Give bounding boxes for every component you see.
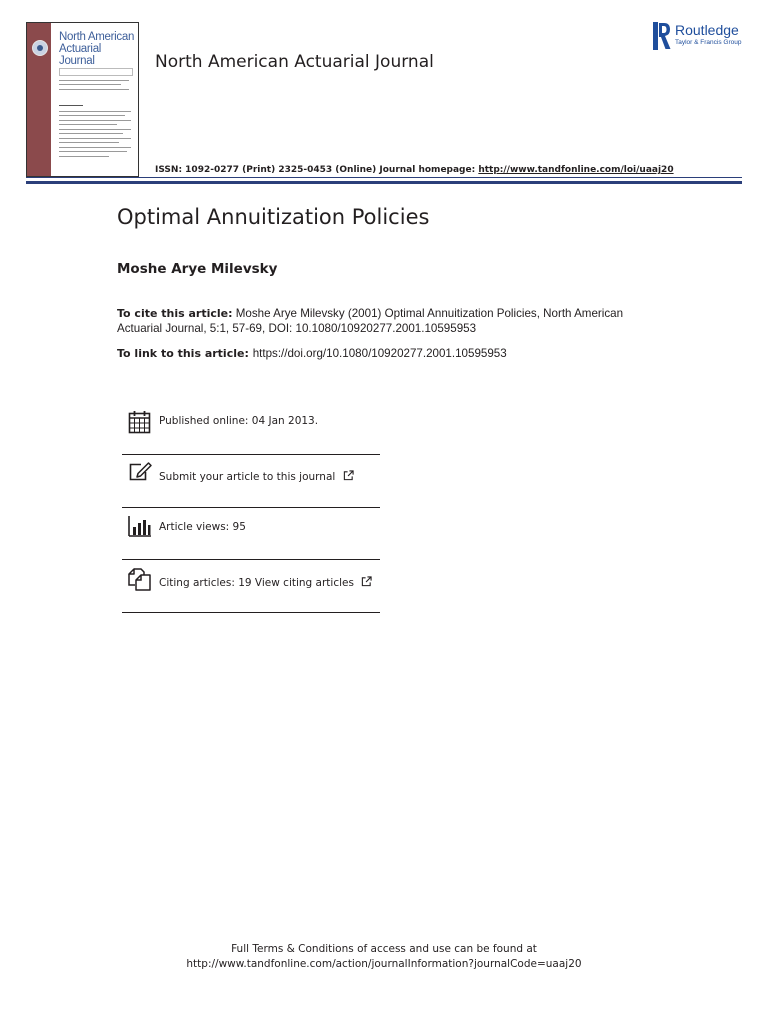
article-link-line	[117, 347, 507, 360]
views-row	[122, 511, 380, 560]
cover-text-line	[59, 138, 131, 139]
published-row-divider	[122, 406, 380, 455]
footer-terms-text: Full Terms & Conditions of access and use can be found at	[231, 943, 537, 955]
cite-text: Moshe Arye Milevsky (2001) Optimal Annuitization Policies, North American Actuarial Journal, 5:1, 57-69, DOI:	[117, 307, 624, 335]
article-doi-url-link[interactable]: https://doi.org/10.1080/10920277.2001.10595953	[252, 347, 507, 360]
submit-row[interactable]	[122, 459, 380, 508]
publisher-logo	[653, 22, 745, 50]
cover-title-line1: North American	[59, 31, 135, 43]
journal-cover-thumbnail	[26, 22, 139, 177]
header-divider-thin	[26, 177, 742, 178]
article-title: Optimal Annuitization Policies	[117, 205, 430, 229]
external-link-icon	[343, 470, 354, 481]
external-link-icon	[361, 576, 372, 587]
cover-text-line	[59, 129, 131, 130]
doi-link[interactable]: 10.1080/10920277.2001.10595953	[295, 321, 477, 335]
cover-issue-box	[59, 68, 133, 76]
published-online-text: Published online: 04 Jan 2013.	[159, 415, 319, 427]
cover-text-line	[59, 89, 129, 90]
link-label: To link to this article:	[117, 347, 253, 360]
documents-icon	[127, 567, 153, 593]
bar-chart-icon	[127, 514, 153, 540]
citation-block	[117, 307, 647, 336]
footer	[0, 942, 768, 972]
cover-text-line	[59, 115, 125, 116]
cover-text-line	[59, 151, 127, 152]
cover-title	[59, 31, 135, 67]
cover-text-line	[59, 142, 119, 143]
cover-text-line	[59, 147, 131, 148]
article-views-text: Article views: 95	[159, 521, 246, 533]
header-divider-thick	[26, 181, 742, 184]
publisher-name: Routledge	[675, 22, 739, 38]
cover-emblem-icon	[32, 40, 48, 56]
submit-article-link[interactable]	[159, 470, 354, 483]
cover-text-line	[59, 84, 121, 85]
publisher-subtitle: Taylor & Francis Group	[675, 39, 742, 46]
article-author: Moshe Arye Milevsky	[117, 261, 278, 277]
cite-label: To cite this article:	[117, 307, 233, 320]
routledge-logo-icon	[653, 22, 671, 50]
footer-terms-url[interactable]: http://www.tandfonline.com/action/journalInformation?journalCode=uaaj20	[186, 958, 582, 970]
issn-line	[155, 165, 674, 175]
citing-articles-text: Citing articles: 19 View citing articles	[159, 577, 354, 589]
cover-text-line	[59, 124, 117, 125]
journal-homepage-link[interactable]: http://www.tandfonline.com/loi/uaaj20	[478, 165, 674, 175]
journal-name: North American Actuarial Journal	[155, 52, 434, 72]
cover-text-line	[59, 80, 129, 81]
cover-title-line2: Actuarial Journal	[59, 43, 102, 67]
cover-text-line	[59, 105, 83, 106]
edit-pencil-icon	[127, 460, 153, 486]
issn-text: ISSN: 1092-0277 (Print) 2325-0453 (Online) Journal homepage:	[155, 165, 479, 175]
citing-row[interactable]	[122, 564, 380, 613]
cover-text-line	[59, 120, 131, 121]
citing-articles-link[interactable]	[159, 576, 372, 589]
cover-text-line	[59, 156, 109, 157]
cover-text-line	[59, 111, 131, 112]
submit-article-text: Submit your article to this journal	[159, 471, 336, 483]
cover-text-line	[59, 133, 123, 134]
